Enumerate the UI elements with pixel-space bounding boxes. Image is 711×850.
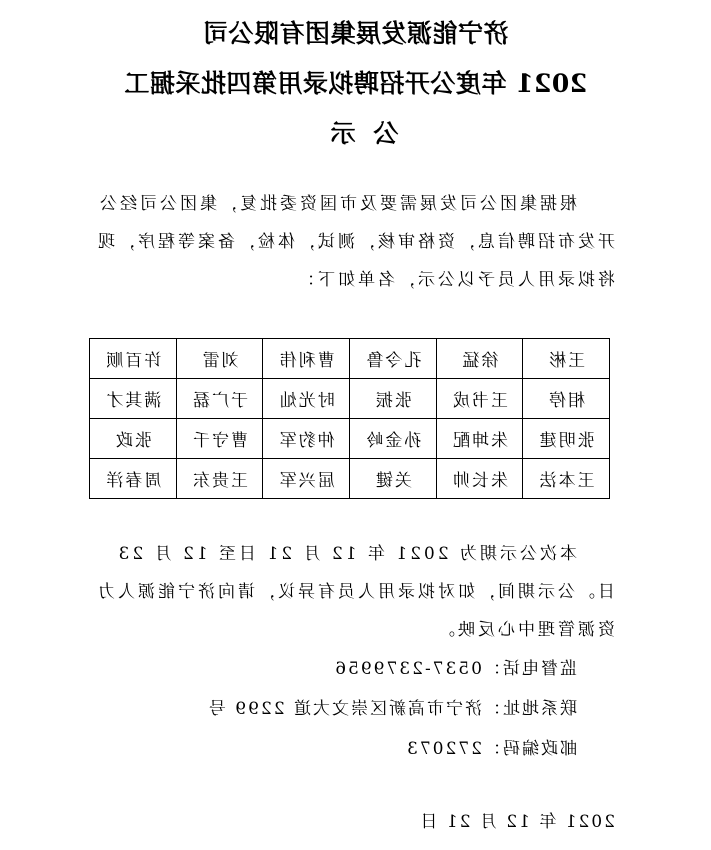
name-cell: 王本法 [523, 459, 610, 499]
name-cell: 曹利伟 [263, 339, 350, 379]
name-cell: 许百顺 [90, 339, 177, 379]
title-company: 济宁能源发展集团有限公司 [202, 19, 509, 48]
name-cell: 王彬 [523, 339, 610, 379]
name-cell: 相停 [523, 379, 610, 419]
name-cell: 屈兴军 [263, 459, 350, 499]
title-subject: 2021 年度公开招聘拟录用第四批采掘工 [123, 69, 588, 98]
name-cell: 孔令鲁 [350, 339, 437, 379]
table-row [90, 419, 610, 459]
name-cell: 曹守千 [176, 419, 263, 459]
contact-address: 联系地址：济宁市高新区崇文大道 2299 号 [206, 699, 577, 719]
name-cell: 张政 [90, 419, 177, 459]
name-cell: 徐猛 [436, 339, 523, 379]
supervision-phone: 监督电话：0537-2379956 [333, 659, 577, 679]
notice-date: 2021 年 12 月 21 日 [418, 812, 615, 832]
title-notice: 公示 [312, 119, 399, 148]
name-cell: 满其才 [90, 379, 177, 419]
table-row [90, 379, 610, 419]
name-cell: 周春洋 [90, 459, 177, 499]
name-cell: 朱长帅 [436, 459, 523, 499]
name-cell: 孙金岭 [350, 419, 437, 459]
postal-code: 邮政编码：272073 [405, 739, 577, 759]
name-cell: 王书成 [436, 379, 523, 419]
name-cell: 张振 [350, 379, 437, 419]
name-cell: 于广磊 [176, 379, 263, 419]
name-cell: 朱坤配 [436, 419, 523, 459]
name-cell: 刘雷 [176, 339, 263, 379]
table-row [90, 339, 610, 379]
intro-paragraph: 根据集团公司发展需要及市国资委批复，集团公司经公开发布招聘信息，资格审核，测试，体检，备案等程序，现将拟录用人员予以公示，名单如下： [95, 194, 615, 290]
name-cell: 王贵东 [176, 459, 263, 499]
name-cell: 关键 [350, 459, 437, 499]
name-cell: 仲豹军 [263, 419, 350, 459]
notice-paragraph: 本次公示期为 2021 年 12 月 21 日至 12 月 23 日。公示期间，如对拟录用人员有异议，请向济宁能源人力资源管理中心反映。 [95, 544, 615, 640]
name-cell: 张明建 [523, 419, 610, 459]
table-row [90, 459, 610, 499]
names-table [89, 338, 610, 499]
name-cell: 时光灿 [263, 379, 350, 419]
